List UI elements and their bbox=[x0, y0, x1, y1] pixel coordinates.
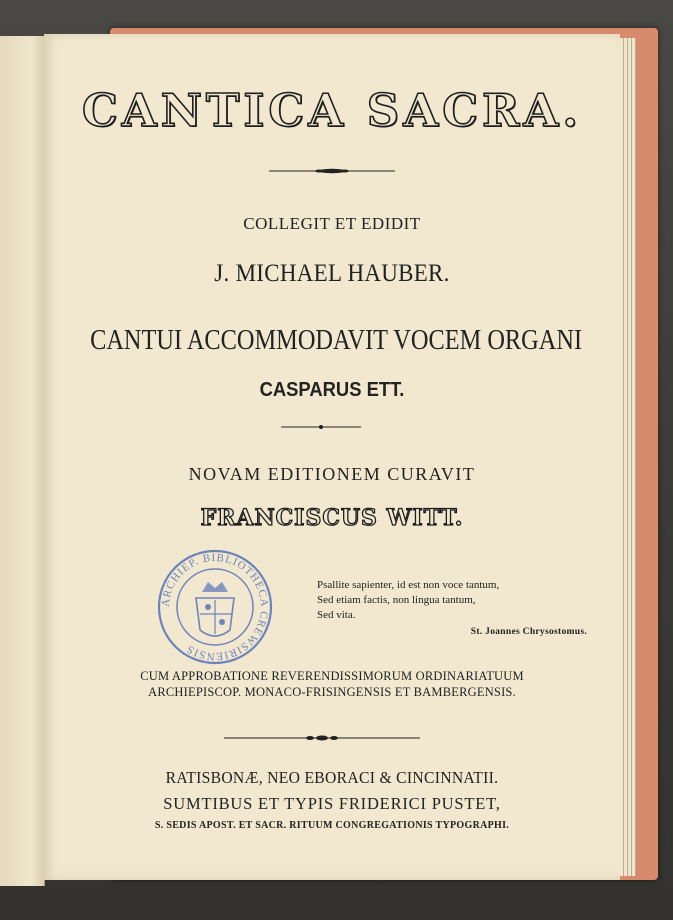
approbation-line: ARCHIEPISCOP. MONACO-FRISINGENSIS ET BAMBERGENSIS. bbox=[148, 685, 516, 699]
ornamental-rule-top bbox=[269, 167, 395, 175]
new-edition-line: NOVAM EDITIONEM CURAVIT bbox=[188, 464, 476, 484]
collegit-line: COLLEGIT ET EDIDIT bbox=[243, 214, 421, 233]
epigraph-line: Sed vita. bbox=[317, 609, 356, 621]
imprint-office: S. SEDIS APOST. ET SACR. RITUUM CONGREGATIONIS TYPOGRAPHI. bbox=[154, 820, 510, 831]
title-page bbox=[44, 34, 620, 880]
editor-name: J. MICHAEL HAUBER. bbox=[214, 260, 450, 287]
imprint-publisher: SUMTIBUS ET TYPIS FRIDERICI PUSTET, bbox=[163, 794, 501, 813]
organist-name: CASPARUS ETT. bbox=[259, 379, 405, 401]
epigraph-line: Sed etiam factis, non lingua tantum, bbox=[317, 594, 476, 606]
stamp-text: ARCHIEP. BIBLIOTHECA CREWSIRIENSIS bbox=[159, 551, 271, 663]
approbation-line: CUM APPROBATIONE REVERENDISSIMORUM ORDINARIATUUM bbox=[140, 669, 524, 683]
organ-accompaniment-line: CANTUI ACCOMMODAVIT VOCEM ORGANI bbox=[90, 324, 583, 356]
reviser-name: FRANCISCUS WITT. bbox=[200, 505, 464, 531]
epigraph-line: Psallite sapienter, id est non voce tantum, bbox=[317, 579, 500, 591]
ornamental-rule-bottom bbox=[224, 734, 420, 742]
library-stamp-icon bbox=[156, 548, 274, 666]
imprint-places: RATISBONÆ, NEO EBORACI & CINCINNATII. bbox=[165, 768, 499, 787]
epigraph-author: St. Joannes Chrysostomus. bbox=[470, 627, 587, 637]
facing-page bbox=[0, 36, 45, 886]
epigraph bbox=[317, 578, 587, 640]
approbation bbox=[44, 668, 620, 700]
book-title: CANTICA SACRA. bbox=[81, 84, 582, 137]
small-rule bbox=[281, 424, 361, 430]
